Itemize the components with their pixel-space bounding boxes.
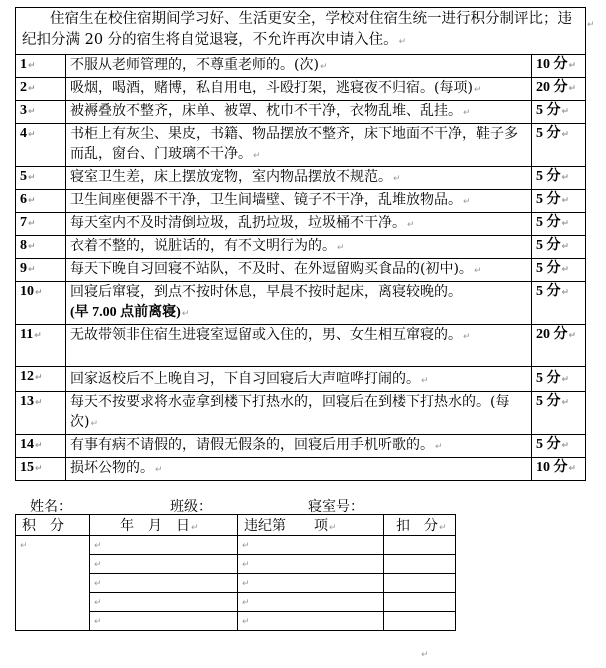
rule-points bbox=[532, 282, 586, 325]
rule-points bbox=[532, 458, 586, 481]
rule-description bbox=[66, 190, 532, 213]
rule-points bbox=[532, 435, 586, 458]
rule-points-text: 20 分 bbox=[536, 327, 568, 342]
rule-description bbox=[66, 124, 532, 167]
paragraph-mark-icon: ↵ bbox=[242, 579, 250, 589]
rule-description bbox=[66, 325, 532, 367]
rule-row bbox=[16, 78, 586, 101]
rule-description bbox=[66, 282, 532, 325]
rule-number-text: 6 bbox=[20, 192, 27, 207]
rule-points bbox=[532, 101, 586, 124]
rules-table bbox=[15, 7, 586, 481]
rule-points-text: 5 分 bbox=[536, 261, 561, 276]
rule-points-text: 5 分 bbox=[536, 126, 561, 141]
room-label: 寝室号： bbox=[308, 499, 364, 515]
paragraph-mark-icon: ↵ bbox=[94, 541, 102, 551]
score-record-table bbox=[15, 514, 456, 631]
rule-number bbox=[16, 55, 66, 78]
rule-description bbox=[66, 367, 532, 392]
rule-number bbox=[16, 367, 66, 392]
paragraph-mark-icon: ↵ bbox=[28, 219, 36, 229]
rule-number bbox=[16, 190, 66, 213]
rule-row bbox=[16, 213, 586, 236]
record-cell[interactable] bbox=[90, 593, 238, 612]
paragraph-mark-icon: ↵ bbox=[242, 560, 250, 570]
rule-number-text: 10 bbox=[20, 284, 34, 299]
rule-text: 寝室卫生差，床上摆放宠物，室内物品摆放不规范。 bbox=[70, 169, 392, 185]
paragraph-mark-icon: ↵ bbox=[561, 288, 570, 298]
rule-text: 每天不按要求将水壶拿到楼下打热水的，回寝后在到楼下打热水的。(每次) bbox=[70, 394, 510, 430]
rule-points-text: 5 分 bbox=[536, 192, 561, 207]
rule-points bbox=[532, 167, 586, 190]
paragraph-mark-icon: ↵ bbox=[28, 242, 36, 252]
rule-row bbox=[16, 259, 586, 282]
rule-number bbox=[16, 325, 66, 367]
rule-row bbox=[16, 392, 586, 435]
rule-number bbox=[16, 236, 66, 259]
record-cell[interactable] bbox=[384, 555, 456, 574]
rule-number bbox=[16, 282, 66, 325]
paragraph-mark-icon: ↵ bbox=[561, 242, 570, 252]
record-header-cell bbox=[384, 515, 456, 536]
paragraph-mark-icon: ↵ bbox=[561, 196, 570, 206]
paragraph-mark-icon: ↵ bbox=[35, 288, 43, 298]
rule-number-text: 7 bbox=[20, 215, 27, 230]
rule-number-text: 2 bbox=[20, 80, 27, 95]
paragraph-mark-icon: ↵ bbox=[421, 376, 429, 386]
rule-number bbox=[16, 101, 66, 124]
rule-description bbox=[66, 392, 532, 435]
paragraph-mark-icon: ↵ bbox=[561, 107, 570, 117]
paragraph-mark-icon: ↵ bbox=[561, 173, 570, 183]
record-cell[interactable] bbox=[238, 574, 384, 593]
paragraph-mark-icon: ↵ bbox=[561, 130, 570, 140]
paragraph-mark-icon: ↵ bbox=[35, 373, 43, 383]
rule-number-text: 13 bbox=[20, 394, 34, 409]
rule-points bbox=[532, 236, 586, 259]
rule-row bbox=[16, 55, 586, 78]
rule-number-text: 3 bbox=[20, 103, 27, 118]
rule-text: 每天下晚自习回寝不站队，不及时、在外逗留购买食品的(初中)。 bbox=[70, 261, 473, 277]
rule-points-text: 5 分 bbox=[536, 284, 561, 299]
paragraph-mark-icon: ↵ bbox=[435, 442, 443, 452]
rule-number bbox=[16, 78, 66, 101]
paragraph-mark-icon: ↵ bbox=[253, 151, 261, 161]
record-header-cell bbox=[16, 515, 90, 536]
rule-text: 每天室内不及时清倒垃圾，乱扔垃圾，垃圾桶不干净。 bbox=[70, 215, 406, 231]
paragraph-mark-icon: ↵ bbox=[561, 375, 570, 385]
name-label: 姓名： bbox=[30, 499, 72, 515]
record-header-text: 违纪第 项 bbox=[244, 518, 328, 534]
intro-cell bbox=[16, 8, 586, 55]
record-score-cell[interactable] bbox=[16, 536, 90, 631]
rule-row bbox=[16, 167, 586, 190]
paragraph-mark-icon: ↵ bbox=[20, 541, 28, 551]
rule-points-text: 5 分 bbox=[536, 394, 561, 409]
rule-row bbox=[16, 124, 586, 167]
record-cell[interactable] bbox=[90, 612, 238, 631]
paragraph-mark-icon: ↵ bbox=[181, 309, 190, 319]
paragraph-mark-icon: ↵ bbox=[463, 332, 471, 342]
intro-row bbox=[16, 8, 586, 55]
rule-points bbox=[532, 325, 586, 367]
paragraph-mark-icon: ↵ bbox=[94, 598, 102, 608]
record-cell[interactable] bbox=[238, 555, 384, 574]
paragraph-mark-icon: ↵ bbox=[568, 84, 577, 94]
paragraph-mark-icon: ↵ bbox=[94, 617, 102, 627]
rule-number-text: 12 bbox=[20, 369, 34, 384]
rule-description bbox=[66, 213, 532, 236]
paragraph-mark-icon: ↵ bbox=[561, 398, 570, 408]
paragraph-mark-icon: ↵ bbox=[28, 130, 36, 140]
paragraph-mark-icon: ↵ bbox=[407, 220, 415, 230]
paragraph-mark-icon: ↵ bbox=[94, 579, 102, 589]
rule-text: 回家返校后不上晚自习，下自习回寝后大声喧哗打闹的。 bbox=[70, 371, 420, 387]
rule-points bbox=[532, 190, 586, 213]
rule-text: 被褥叠放不整齐，床单、被罩、枕巾不干净，衣物乱堆、乱挂。 bbox=[70, 103, 462, 119]
paragraph-mark-icon: ↵ bbox=[329, 523, 337, 533]
rule-points-text: 10 分 bbox=[536, 57, 568, 72]
paragraph-mark-icon: ↵ bbox=[242, 541, 250, 551]
rule-number bbox=[16, 213, 66, 236]
rule-number-text: 11 bbox=[20, 327, 34, 342]
paragraph-mark-icon: ↵ bbox=[421, 650, 429, 660]
paragraph-mark-icon: ↵ bbox=[28, 107, 36, 117]
paragraph-mark-icon: ↵ bbox=[568, 331, 577, 341]
rule-description bbox=[66, 167, 532, 190]
intro-text: 住宿生在校住宿期间学习好、生活更安全，学校对住宿生统一进行积分制评比；违纪扣分满 20 分的宿生将自觉退寝，不允许再次申请入住。 bbox=[22, 11, 572, 48]
paragraph-mark-icon: ↵ bbox=[28, 84, 36, 94]
record-header-text: 年 月 日 bbox=[120, 518, 190, 534]
rule-points-text: 5 分 bbox=[536, 238, 561, 253]
paragraph-mark-icon: ↵ bbox=[155, 465, 163, 475]
rule-description bbox=[66, 259, 532, 282]
rule-row bbox=[16, 367, 586, 392]
rule-number-text: 1 bbox=[20, 57, 27, 72]
paragraph-mark-icon: ↵ bbox=[568, 61, 577, 71]
paragraph-mark-icon: ↵ bbox=[35, 398, 43, 408]
record-row bbox=[16, 536, 456, 555]
record-header-text: 扣 分 bbox=[396, 518, 438, 534]
rule-points bbox=[532, 213, 586, 236]
paragraph-mark-icon: ↵ bbox=[35, 464, 43, 474]
rule-text: 回寝后窜寝，到点不按时休息，早晨不按时起床，离寝较晚的。 bbox=[70, 284, 462, 300]
rule-text: 卫生间座便器不干净，卫生间墙壁、镜子不干净，乱堆放物品。 bbox=[70, 192, 462, 208]
rule-points bbox=[532, 55, 586, 78]
rule-description bbox=[66, 458, 532, 481]
paragraph-mark-icon: ↵ bbox=[28, 265, 36, 275]
rule-points bbox=[532, 78, 586, 101]
rule-row bbox=[16, 101, 586, 124]
rule-row bbox=[16, 236, 586, 259]
record-header-text: 积 分 bbox=[22, 518, 64, 534]
rule-description bbox=[66, 78, 532, 101]
rule-points-text: 5 分 bbox=[536, 103, 561, 118]
rule-number bbox=[16, 435, 66, 458]
paragraph-mark-icon: ↵ bbox=[28, 196, 36, 206]
paragraph-mark-icon: ↵ bbox=[337, 243, 345, 253]
paragraph-mark-icon: ↵ bbox=[463, 197, 471, 207]
paragraph-mark-icon: ↵ bbox=[398, 37, 407, 47]
paragraph-mark-icon: ↵ bbox=[561, 219, 570, 229]
record-cell[interactable] bbox=[238, 536, 384, 555]
paragraph-mark-icon: ↵ bbox=[561, 265, 570, 275]
rule-number bbox=[16, 124, 66, 167]
record-cell[interactable] bbox=[384, 593, 456, 612]
record-header-cell bbox=[238, 515, 384, 536]
paragraph-mark-icon: ↵ bbox=[28, 61, 36, 71]
paragraph-mark-icon: ↵ bbox=[393, 174, 401, 184]
rule-points bbox=[532, 124, 586, 167]
rule-text: 有事有病不请假的，请假无假条的，回寝后用手机听歌的。 bbox=[70, 437, 434, 453]
paragraph-mark-icon: ↵ bbox=[568, 464, 577, 474]
rule-text: 吸烟，喝酒，赌博，私自用电，斗殴打架，逃寝夜不归宿。(每项) bbox=[70, 80, 473, 96]
rule-row bbox=[16, 325, 586, 367]
rule-points-text: 5 分 bbox=[536, 371, 561, 386]
record-cell[interactable] bbox=[90, 574, 238, 593]
rule-description bbox=[66, 101, 532, 124]
rule-points-text: 20 分 bbox=[536, 80, 568, 95]
rule-number bbox=[16, 458, 66, 481]
paragraph-mark-icon: ↵ bbox=[242, 617, 250, 627]
paragraph-mark-icon: ↵ bbox=[587, 20, 595, 30]
paragraph-mark-icon: ↵ bbox=[473, 266, 482, 276]
rule-row bbox=[16, 458, 586, 481]
rule-number-text: 14 bbox=[20, 437, 34, 452]
rule-description bbox=[66, 55, 532, 78]
rule-text-note: (早 7.00 点前离寝) bbox=[70, 305, 181, 320]
rule-text: 无故带领非住宿生进寝室逗留或入住的，男、女生相互窜寝的。 bbox=[70, 327, 462, 343]
paragraph-mark-icon: ↵ bbox=[28, 173, 36, 183]
rule-points bbox=[532, 392, 586, 435]
record-cell[interactable] bbox=[238, 593, 384, 612]
paragraph-mark-icon: ↵ bbox=[463, 108, 471, 118]
rule-number bbox=[16, 259, 66, 282]
rule-number-text: 5 bbox=[20, 169, 27, 184]
rule-row bbox=[16, 190, 586, 213]
rule-text: 书柜上有灰尘、果皮，书籍、物品摆放不整齐，床下地面不干净，鞋子多而乱，窗台、门玻璃不干净。 bbox=[70, 126, 518, 162]
rule-text: 损坏公物的。 bbox=[70, 460, 154, 476]
paragraph-mark-icon: ↵ bbox=[473, 85, 482, 95]
rule-number-text: 8 bbox=[20, 238, 27, 253]
record-header-cell bbox=[90, 515, 238, 536]
rule-row bbox=[16, 435, 586, 458]
rule-description bbox=[66, 236, 532, 259]
paragraph-mark-icon: ↵ bbox=[242, 598, 250, 608]
record-cell[interactable] bbox=[384, 574, 456, 593]
record-header-row bbox=[16, 515, 456, 536]
record-cell[interactable] bbox=[384, 536, 456, 555]
paragraph-mark-icon: ↵ bbox=[319, 62, 328, 72]
rule-description bbox=[66, 435, 532, 458]
paragraph-mark-icon: ↵ bbox=[90, 419, 99, 429]
rule-points-text: 5 分 bbox=[536, 169, 561, 184]
student-info-line bbox=[30, 496, 450, 514]
rule-points-text: 5 分 bbox=[536, 215, 561, 230]
rule-points bbox=[532, 259, 586, 282]
paragraph-mark-icon: ↵ bbox=[439, 523, 447, 533]
class-label: 班级： bbox=[170, 499, 212, 515]
rule-text: 不服从老师管理的，不尊重老师的。(次) bbox=[70, 57, 319, 73]
record-cell[interactable] bbox=[238, 612, 384, 631]
paragraph-mark-icon: ↵ bbox=[191, 523, 199, 533]
rule-number-text: 9 bbox=[20, 261, 27, 276]
rule-number-text: 15 bbox=[20, 460, 34, 475]
rule-text: 衣着不整的，说脏话的，有不文明行为的。 bbox=[70, 238, 336, 254]
record-cell[interactable] bbox=[90, 555, 238, 574]
rule-number bbox=[16, 392, 66, 435]
record-cell[interactable] bbox=[90, 536, 238, 555]
rule-points bbox=[532, 367, 586, 392]
rule-row bbox=[16, 282, 586, 325]
rule-points-text: 10 分 bbox=[536, 460, 568, 475]
rule-number bbox=[16, 167, 66, 190]
record-cell[interactable] bbox=[384, 612, 456, 631]
paragraph-mark-icon: ↵ bbox=[34, 331, 42, 341]
rule-number-text: 4 bbox=[20, 126, 27, 141]
rule-points-text: 5 分 bbox=[536, 437, 561, 452]
paragraph-mark-icon: ↵ bbox=[35, 441, 43, 451]
paragraph-mark-icon: ↵ bbox=[94, 560, 102, 570]
paragraph-mark-icon: ↵ bbox=[561, 441, 570, 451]
